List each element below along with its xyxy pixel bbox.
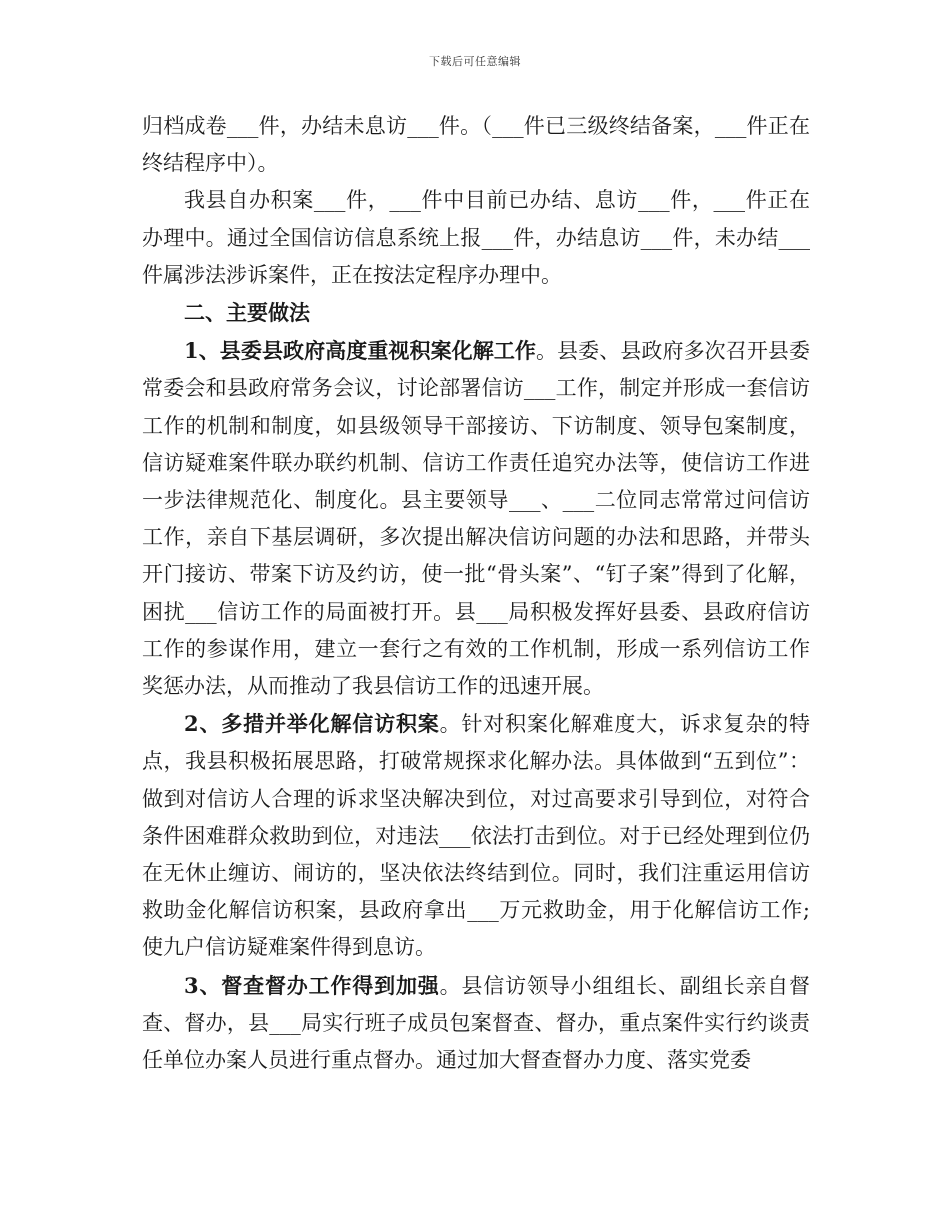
paragraph-text: 我县自办积案___件，___件中目前已办结、息访___件，___件正在办理中。通过全国信访信息系统上报___件，办结息访___件，未办结___件属涉法涉诉案件，正在按法定程序办理中。	[142, 188, 810, 287]
paragraph-item-2	[142, 705, 810, 966]
section-heading-main-practices	[142, 294, 810, 332]
paragraph-continued	[142, 108, 810, 182]
item-heading: 3、督查督办工作得到加强	[184, 972, 440, 998]
item-heading: 1、县委县政府高度重视积案化解工作	[184, 338, 537, 364]
paragraph-text: 归档成卷___件，办结未息访___件。（___件已三级终结备案，___件正在终结程序中）。	[142, 114, 810, 176]
paragraph-text: 。针对积案化解难度大，诉求复杂的特点，我县积极拓展思路，打破常规探求化解办法。具体做到“五到位”：做到对信访人合理的诉求坚决解决到位，对过高要求引导到位，对符合条件困难群众救助到位，对违法___依法打击到位。对于已经处理到位仍在无休止缠访、闹访的，坚决依法终结到位。同时，我们注重运用信访救助金化解信访积案，县政府拿出___万元救助金，用于化解信访工作;使九户信访疑难案件得到息访。	[142, 712, 810, 960]
item-heading: 2、多措并举化解信访积案	[184, 711, 440, 737]
page-header: 下载后可任意编辑	[429, 55, 521, 68]
paragraph-backlog-cases	[142, 182, 810, 294]
paragraph-text: 。县委、县政府多次召开县委常委会和县政府常务会议，讨论部署信访___工作，制定并形成一套信访工作的机制和制度，如县级领导干部接访、下访制度、领导包案制度，信访疑难案件联办联约机制、信访工作责任追究办法等，使信访工作进一步法律规范化、制度化。县主要领导___、___二位同志常常过问信访工作，亲自下基层调研，多次提出解决信访问题的办法和思路，并带头开门接访、带案下访及约访，使一批“骨头案”、“钉子案”得到了化解，困扰___信访工作的局面被打开。县___局积极发挥好县委、县政府信访工作的参谋作用，建立一套行之有效的工作机制，形成一系列信访工作奖惩办法，从而推动了我县信访工作的迅速开展。	[142, 339, 810, 699]
section-heading: 二、主要做法	[184, 300, 310, 326]
paragraph-item-1	[142, 332, 810, 705]
document-body	[142, 108, 810, 1079]
paragraph-item-3	[142, 967, 810, 1080]
paragraph-text: 。县信访领导小组组长、副组长亲自督查、督办，县___局实行班子成员包案督查、督办，重点案件实行约谈责任单位办案人员进行重点督办。通过加大督查督办力度、落实党委	[142, 973, 810, 1073]
